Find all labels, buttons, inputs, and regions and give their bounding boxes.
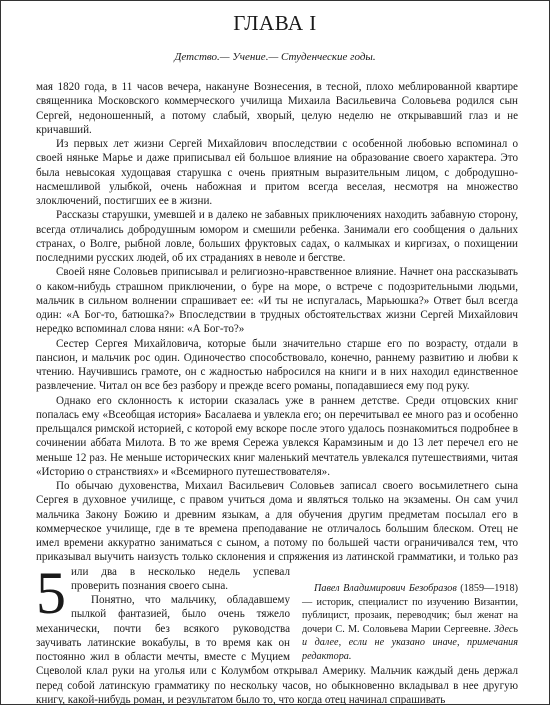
footnote-text: (1859—1918) — историк, специалист по изучению Византии, публицист, прозаик, переводчик; был женат на дочери С. М. Соловьева Марии Сергеевне. (302, 583, 518, 635)
chapter-body (36, 80, 518, 705)
footnote (302, 582, 518, 664)
paragraph-6: Однако его склонность к истории сказалась уже в раннем детстве. Среди отцовских книг попалась ему «Всеобщая история» Басалаева и увлекла его; он перечитывал ее много раз и особенно прельщался римской историей, с которой ему вскоре после этого удалось познакомиться подробнее в сочинении аббата Милота. В то же время Сережа увлекся Карамзиным и до 13 лет перечел его не меньше 12 раз. Не меньше исторических книг маленький мечтатель увлекался путешествиями, читая «Историю о странствиях» и «Всемирного путешествователя». (36, 394, 518, 478)
paragraph-5: Сестер Сергея Михайловича, которые были значительно старше его по возрасту, отдали в пансион, и мальчик рос один. Одиночество способствовало, конечно, раннему развитию и любви к чтению. Научившись грамоте, он с жадностью набросился на книги и в них находил единственное развлечение. Читал он все без разбору и прежде всего романы, попадавшиеся ему под руку. (36, 337, 518, 393)
chapter-subtitle: Детство.— Учение.— Студенческие годы. (174, 51, 376, 63)
paragraph-3: Рассказы старушки, умевшей и в далеко не забавных приключениях находить забавную сторону, всегда отличались добродушным юмором и смешили ребенка. Занимали его сообщения о дальних странах, о Волге, рыбной ловле, больших фруктовых садах, о калмыках и киргизах, о похищении последними русских людей, об их страданиях в неволе и бегстве. (36, 209, 518, 264)
footnote-name: Павел Владимирович Безобразов (314, 583, 457, 594)
paragraph-4: Своей няне Соловьев приписывал и религиозно-нравственное влияние. Начнет она рассказывать о каком-нибудь страшном приключении, о буре на море, о встрече с подозрительными людьми, мальчик в сильном волнении спрашивает ее: «И ты не испугалась, Марьюшка?» Ответ был всегда один: «А Бог-то, батюшка?» Впоследствии в трудных обстоятельствах жизни Сергей Михайлович нередко вспоминал слова няни: «А Бог-то?» (36, 266, 518, 336)
footnote-editor-note: Здесь и далее, если не указано иначе, примечания редактора. (302, 623, 518, 662)
paragraph-1-text: мая 1820 года, в 11 часов вечера, накануне Вознесения, в тесной, плохо меблированной квартире священника Московского коммерческого училища Михаила Васильевича Соловьева родился сын Сергей, недоношенный, а потому слабый, хворый, целую неделю не открывавший глаз и не кричавший. (36, 81, 518, 136)
paragraph-2: Из первых лет жизни Сергей Михайлович впоследствии с особенной любовью вспоминал о своей няньке Марье и даже приписывал ей большое влияние на образование своего характера. Это была невысокая худощавая старушка с очень приятным выразительным лицом, с добродушно-насмешливой улыбкой, очень набожная и притом всегда веселая, несмотря на множество злоключений, постигших ее в жизни. (36, 138, 518, 207)
paragraph-7: По обычаю духовенства, Михаил Васильевич Соловьев записал своего восьмилетнего сына Сергея в духовное училище, с правом учиться дома и являться только на экзамены. Он сам учил мальчика Закону Божию и древним языкам, а для обучения другим предметам посылал его в коммерческое училище, где в те времена преподавание не отличалось большим блеском. Отец не имел времени аккуратно заниматься с сыном, а потому по большей части ограничивался тем, что приказывал выучить наизусть только склонения и спряжения из латинской грамматики, и только раз или два в несколько недель успевал проверить познания своего сына. (36, 480, 518, 592)
paragraph-8: Понятно, что мальчику, обладавшему пылкой фантазией, было очень тяжело механически, почти без всякого руководства заучивать латинские вокабулы, в то время как он постоянно жил в области мечты, вместе с Муцием Сцеволой клал руки на уголья или с Колумбом открывал Америку. Мальчик каждый день держал перед собой латинскую грамматику по нескольку часов, но обыкновенно вкладывал в нее другую книгу, какой-нибудь роман, и результатом было то, что когда отец начинал спрашивать (36, 594, 518, 705)
drop-cap: 5 (36, 560, 66, 626)
chapter-title: ГЛАВА I (233, 11, 317, 35)
